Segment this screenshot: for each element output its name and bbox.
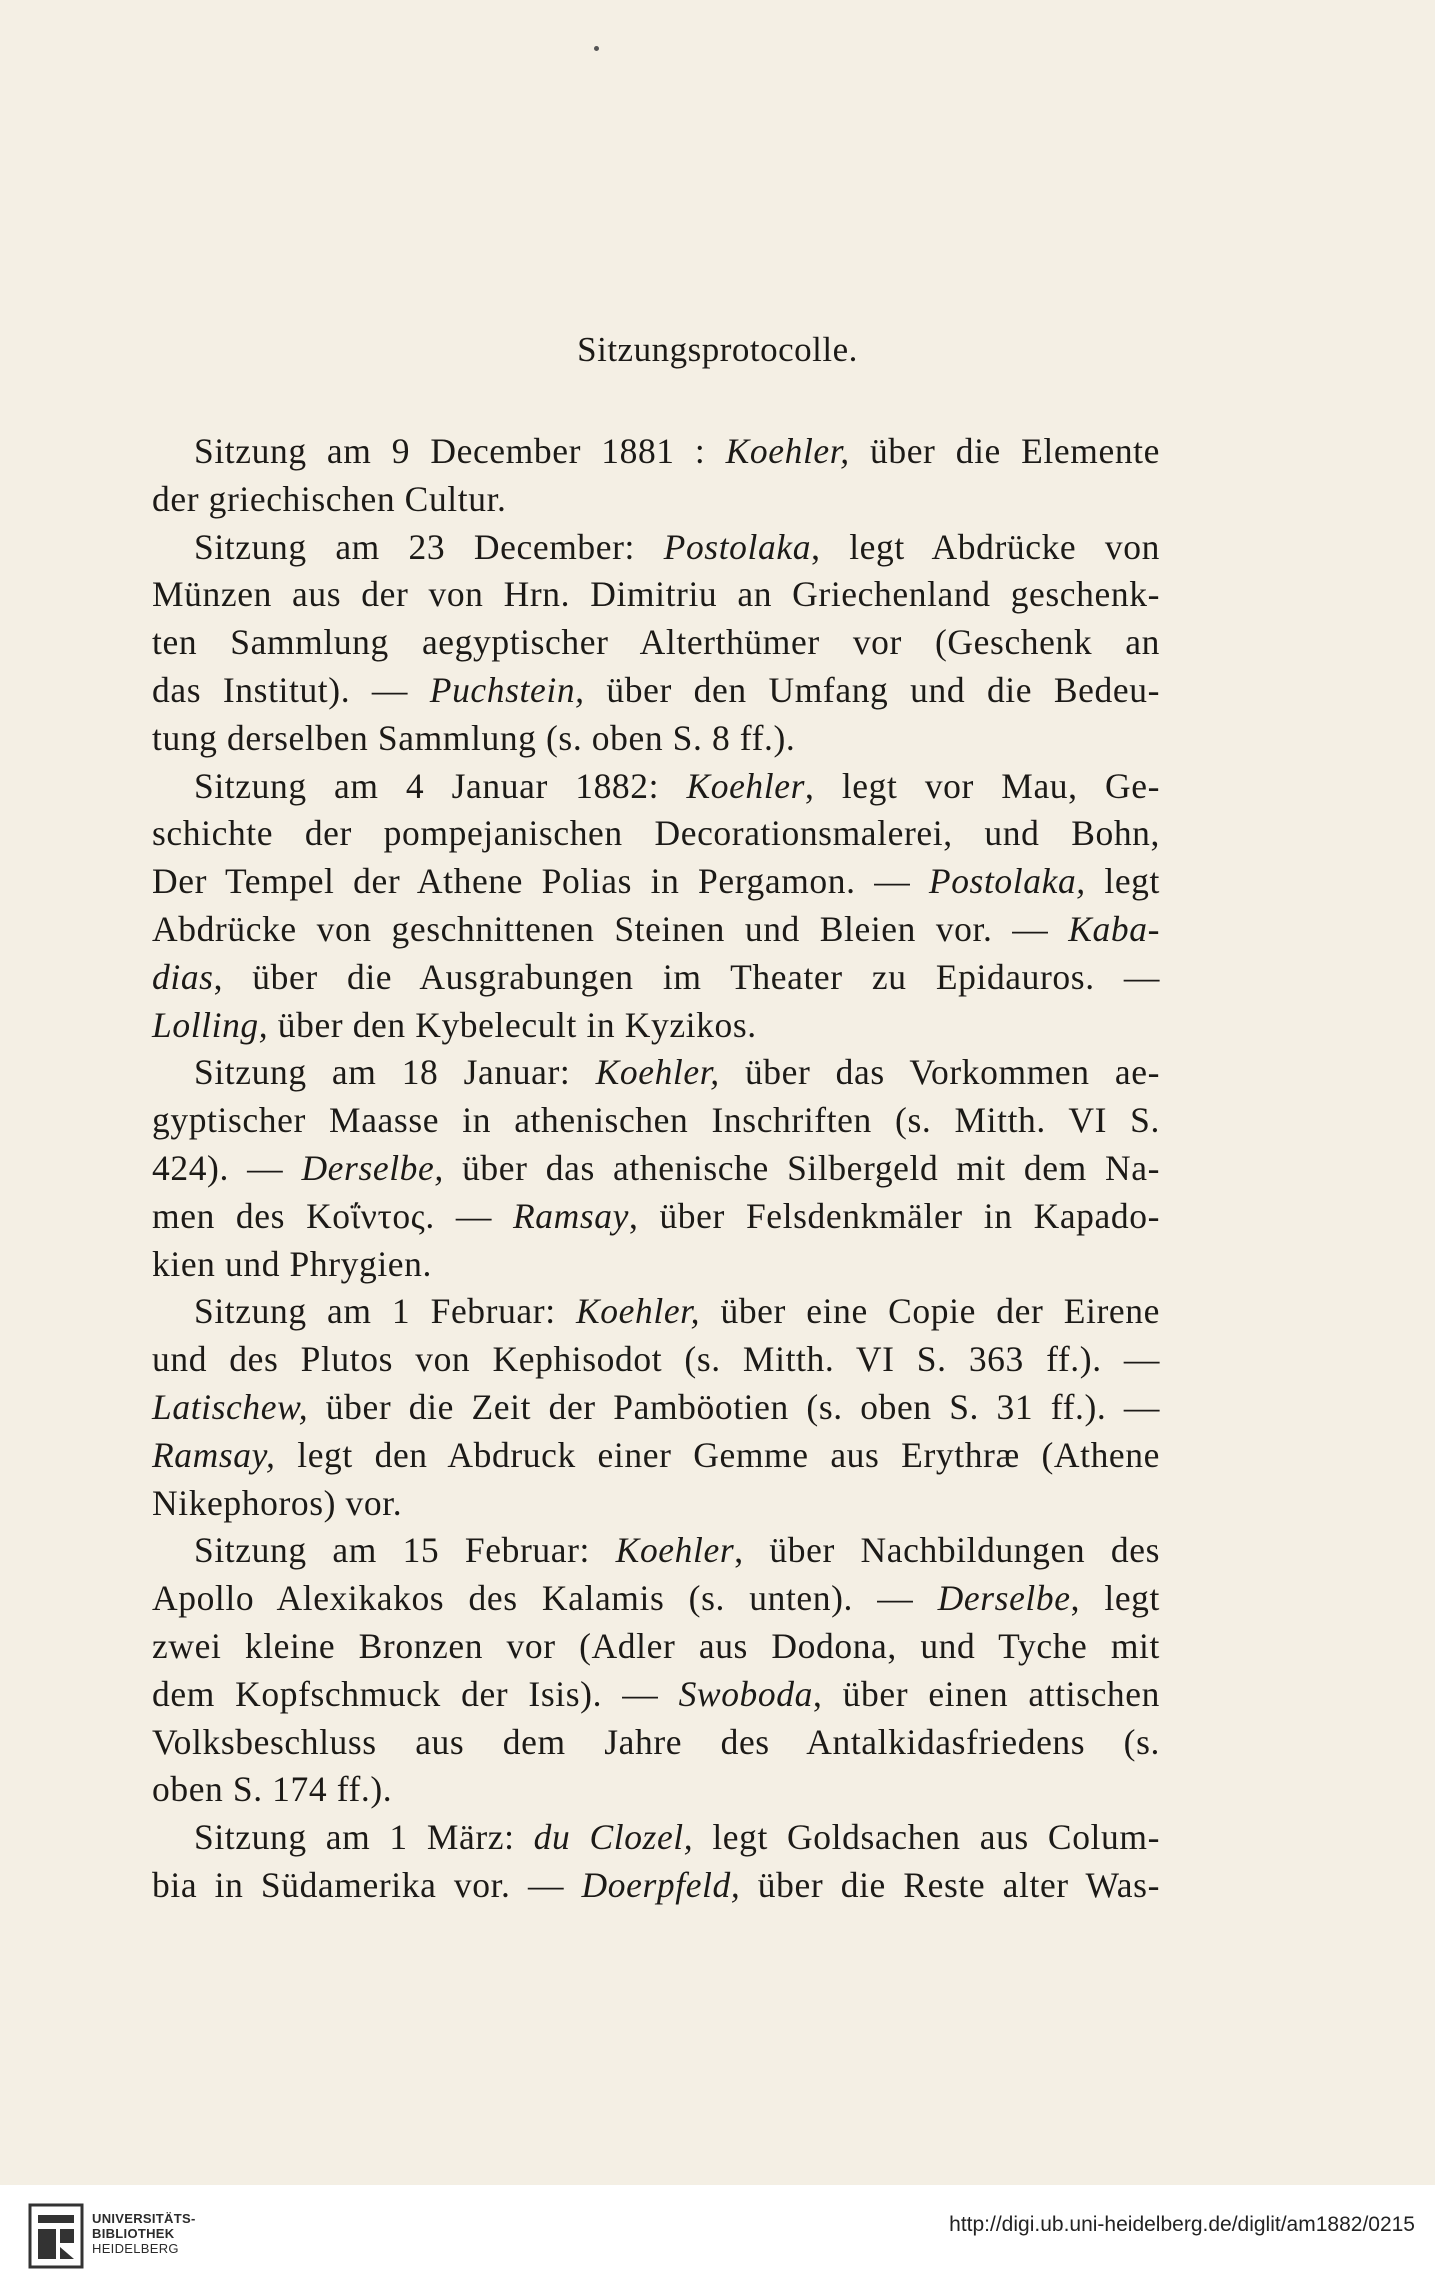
italic-name: Derselbe — [937, 1578, 1071, 1619]
text-line — [152, 858, 1160, 906]
text-line — [152, 619, 1160, 667]
text-line — [152, 906, 1160, 954]
text-line — [152, 1145, 1160, 1193]
text-run: Der Tempel der Athene Polias in Pergamon. — — [152, 861, 929, 902]
text-run: über die Zeit der Pamböotien (s. oben S. 31 ff.). — — [308, 1386, 1160, 1427]
text-run: , über Nachbildungen des — [734, 1530, 1160, 1571]
text-line — [152, 1097, 1160, 1145]
italic-name: Swoboda — [678, 1673, 813, 1714]
footer-bar — [0, 2185, 1435, 2293]
text-line — [152, 1766, 1160, 1814]
italic-name: Koehler, — [576, 1291, 701, 1332]
text-line — [152, 428, 1160, 476]
text-line — [152, 715, 1160, 763]
text-run: dem Kopfschmuck der Isis). — — [152, 1673, 679, 1714]
text-run: , über Felsdenkmäler in Kapado- — [628, 1195, 1161, 1236]
text-run: das Institut). — — [152, 669, 430, 710]
text-line — [152, 1288, 1160, 1336]
text-run: Sitzung am 1 Februar: — [194, 1291, 577, 1332]
text-line — [152, 954, 1160, 1002]
italic-name: Koehler, — [725, 431, 850, 471]
library-name — [92, 2211, 196, 2256]
italic-name: Lolling, — [152, 1004, 269, 1045]
italic-name: du Clozel, — [533, 1817, 694, 1858]
text-run: über eine Copie der Eirene — [700, 1291, 1160, 1332]
italic-name: dias — [152, 956, 214, 997]
text-run: , über die Ausgrabungen im Theater zu Epidauros. — — [213, 956, 1160, 997]
text-line — [152, 1814, 1160, 1862]
library-name-line-3: HEIDELBERG — [92, 2241, 179, 2256]
text-run: Sitzung am 4 Januar 1882: — [194, 765, 687, 806]
text-run: , legt vor Mau, Ge- — [805, 765, 1160, 806]
italic-name: Koehler, — [595, 1052, 720, 1093]
library-name-line-1: UNIVERSITÄTS- — [92, 2211, 196, 2226]
text-run: 424). — — [152, 1147, 302, 1188]
italic-name: Ramsay, — [152, 1434, 276, 1475]
text-run: , legt — [1070, 1578, 1160, 1619]
text-run: gyptischer Maasse in athenischen Inschriften (s. Mitth. VI S. — [152, 1100, 1160, 1141]
library-name-line-2: BIBLIOTHEK — [92, 2226, 175, 2241]
text-run: Münzen aus der von Hrn. Dimitriu an Griechenland geschenk- — [152, 574, 1160, 615]
text-line — [152, 1002, 1160, 1050]
text-line — [152, 1193, 1160, 1241]
italic-name: Latischew, — [152, 1386, 309, 1427]
text-line — [152, 571, 1160, 619]
text-run: schichte der pompejanischen Decorationsmalerei, und Bohn, — [152, 813, 1160, 854]
text-run: Sitzung am 18 Januar: — [194, 1052, 596, 1093]
italic-name: Puchstein, — [429, 669, 585, 710]
text-line — [152, 524, 1160, 572]
page-title: Sitzungsprotocolle. — [577, 330, 858, 369]
text-line — [152, 1241, 1160, 1289]
italic-name: Postolaka, — [928, 861, 1086, 902]
text-run: Abdrücke von geschnittenen Steinen und Bleien vor. — — [152, 908, 1069, 949]
text-run: ten Sammlung aegyptischer Alterthümer vor (Geschenk an — [152, 622, 1160, 663]
text-line — [152, 1862, 1160, 1910]
text-run: Sitzung am 9 December 1881 : — [194, 431, 726, 471]
italic-name: Koehler — [615, 1530, 735, 1571]
italic-name: Kaba- — [1068, 908, 1160, 949]
text-line — [152, 1719, 1160, 1767]
text-run: der griechischen Cultur. — [152, 478, 507, 519]
text-line — [152, 1432, 1160, 1480]
text-run: men des Κοΐντος. — — [152, 1195, 513, 1236]
italic-name: Koehler — [686, 765, 806, 806]
text-run: über das Vorkommen ae- — [719, 1052, 1161, 1093]
text-run: , legt Abdrücke von — [811, 526, 1160, 567]
text-run: Sitzung am 1 März: — [194, 1817, 534, 1858]
text-line — [152, 1480, 1160, 1528]
text-run: Nikephoros) vor. — [152, 1482, 403, 1523]
body-text — [152, 428, 1160, 1910]
text-run: kien und Phrygien. — [152, 1243, 432, 1284]
text-run: bia in Südamerika vor. — — [152, 1864, 582, 1905]
italic-name: Postolaka — [663, 526, 812, 567]
italic-name: Doerpfeld, — [581, 1864, 741, 1905]
text-run: tung derselben Sammlung (s. oben S. 8 ff.). — [152, 717, 796, 758]
text-line — [152, 476, 1160, 524]
text-run: über das athenische Silbergeld mit dem Na- — [443, 1147, 1160, 1188]
text-run: über den Kybelecult in Kyzikos. — [268, 1004, 757, 1045]
text-run: über die Elemente — [849, 431, 1160, 471]
italic-name: Derselbe, — [301, 1147, 444, 1188]
text-run: Apollo Alexikakos des Kalamis (s. unten). — — [152, 1578, 938, 1619]
ink-speck — [594, 46, 599, 51]
text-run: Sitzung am 15 Februar: — [194, 1530, 616, 1571]
text-run: legt Goldsachen aus Colum- — [693, 1817, 1160, 1858]
text-line — [152, 1049, 1160, 1097]
text-line — [152, 810, 1160, 858]
text-run: Sitzung am 23 December: — [194, 526, 664, 567]
text-run: oben S. 174 ff.). — [152, 1769, 393, 1810]
text-run: Volksbeschluss aus dem Jahre des Antalkidasfriedens (s. — [152, 1721, 1160, 1762]
text-line — [152, 763, 1160, 811]
text-run: und des Plutos von Kephisodot (s. Mitth. VI S. 363 ff.). — — [152, 1339, 1160, 1380]
source-url-link[interactable]: http://digi.ub.uni-heidelberg.de/diglit/am1882/0215 — [949, 2213, 1415, 2236]
italic-name: Ramsay — [512, 1195, 629, 1236]
text-line — [152, 1623, 1160, 1671]
text-line — [152, 1575, 1160, 1623]
text-run: zwei kleine Bronzen vor (Adler aus Dodona, und Tyche mit — [152, 1625, 1160, 1666]
text-run: , über einen attischen — [812, 1673, 1160, 1714]
text-line — [152, 667, 1160, 715]
text-run: legt den Abdruck einer Gemme aus Erythræ (Athene — [275, 1434, 1160, 1475]
text-line — [152, 1671, 1160, 1719]
text-line — [152, 1527, 1160, 1575]
university-library-logo-icon — [28, 2203, 84, 2269]
text-run: über die Reste alter Was- — [740, 1864, 1160, 1905]
text-line — [152, 1336, 1160, 1384]
text-line — [152, 1384, 1160, 1432]
text-run: über den Umfang und die Bedeu- — [584, 669, 1160, 710]
text-run: legt — [1085, 861, 1161, 902]
